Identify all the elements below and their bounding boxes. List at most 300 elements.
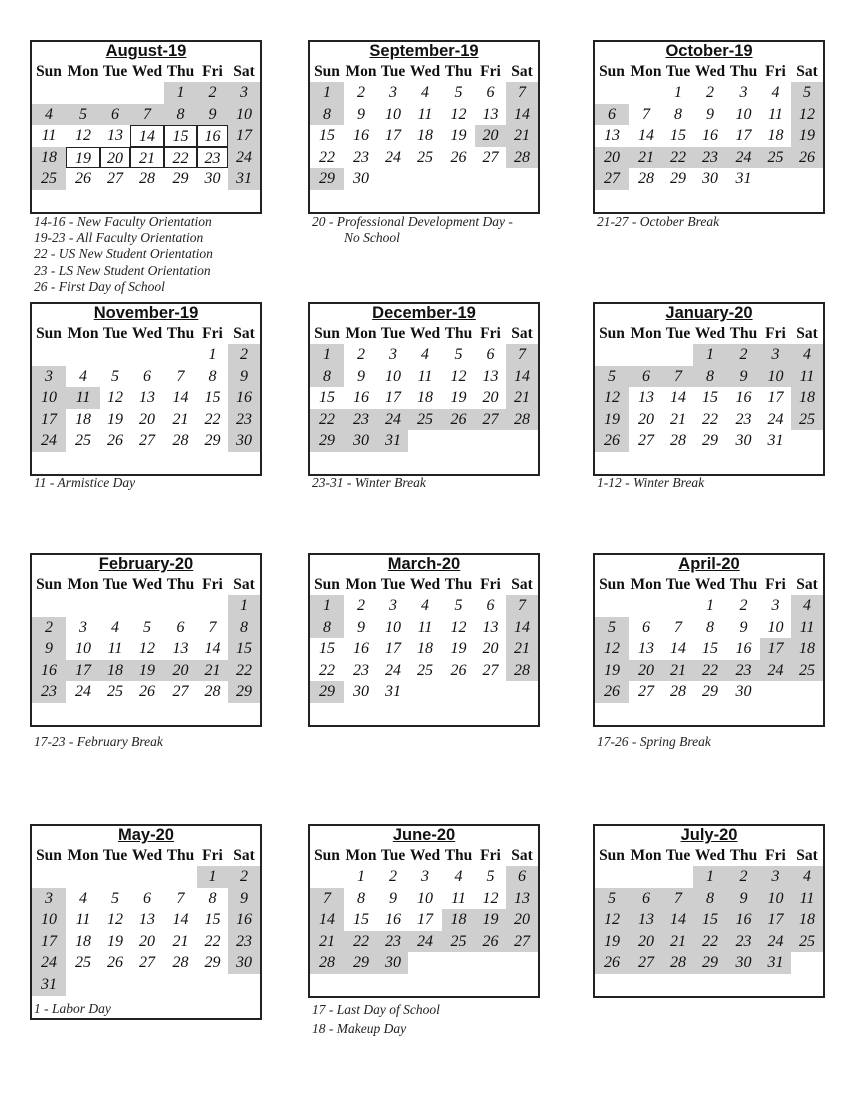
day-cell: 25 — [791, 660, 823, 682]
day-cell: 4 — [454, 868, 463, 885]
day-cell: 3 — [389, 346, 397, 363]
day-cell: 1 — [310, 344, 344, 366]
empty-cell — [791, 681, 823, 703]
day-cell: 16 — [228, 909, 260, 931]
day-cell: 11 — [417, 367, 433, 385]
weekday-header: Wed — [131, 325, 163, 342]
day-cell: 1 — [228, 595, 260, 617]
empty-cell — [408, 681, 442, 703]
empty-cell — [595, 82, 629, 104]
notes-november-19 — [34, 475, 135, 491]
day-cell: 20 — [506, 909, 538, 931]
day-cell: 1 — [164, 82, 197, 104]
day-cell: 23 — [735, 410, 752, 428]
notes-august-19 — [34, 214, 213, 295]
day-cell: 1 — [208, 346, 217, 363]
note: 11 - Armistice Day — [34, 475, 136, 490]
day-cell: 25 — [442, 931, 475, 953]
notes-june-20 — [312, 1001, 440, 1038]
day-cell: 13 — [172, 640, 189, 658]
day-cell: 1 — [357, 868, 365, 885]
day-cell: 27 — [475, 409, 506, 431]
day-cell: 30 — [353, 170, 369, 188]
day-cell: 19 — [595, 660, 629, 682]
empty-cell — [663, 595, 693, 617]
day-cell: 4 — [791, 344, 823, 366]
weekday-header: Mon — [345, 576, 377, 593]
day-cell: 26 — [595, 681, 629, 703]
day-cell: 12 — [107, 911, 123, 929]
month-title: March-20 — [387, 555, 461, 573]
empty-cell — [130, 595, 164, 617]
day-cell: 21 — [310, 931, 344, 953]
day-cell: 13 — [482, 618, 499, 636]
day-cell: 23 — [344, 409, 378, 431]
weekday-header: Tue — [380, 63, 406, 80]
day-cell: 12 — [450, 105, 467, 123]
day-cell: 21 — [663, 660, 693, 682]
day-cell: 16 — [735, 640, 752, 658]
day-cell: 18 — [442, 909, 475, 931]
day-cell: 22 — [164, 147, 197, 169]
weekday-header: Mon — [630, 576, 662, 593]
note: 23-31 - Winter Break — [312, 475, 426, 490]
day-cell: 29 — [310, 681, 344, 703]
empty-cell — [475, 430, 506, 452]
day-cell: 7 — [176, 889, 185, 907]
day-cell: 5 — [454, 84, 463, 101]
empty-cell — [197, 974, 228, 996]
weekday-header: Tue — [380, 576, 406, 593]
day-cell: 25 — [75, 954, 91, 972]
day-cell: 13 — [638, 640, 654, 658]
day-cell: 7 — [506, 82, 538, 104]
day-cell: 1 — [197, 866, 228, 888]
empty-cell — [100, 595, 130, 617]
note: 17-23 - February Break — [34, 734, 163, 749]
day-cell: 27 — [482, 661, 499, 679]
day-cell: 14 — [172, 911, 189, 929]
day-cell: 21 — [506, 387, 538, 409]
day-cell: 4 — [791, 595, 823, 617]
day-cell: 3 — [228, 82, 260, 104]
day-cell: 21 — [172, 932, 189, 950]
weekday-header: Sun — [314, 325, 340, 342]
day-cell: 29 — [702, 432, 718, 450]
day-cell: 30 — [353, 683, 369, 701]
empty-cell — [164, 344, 197, 366]
weekday-header: Wed — [131, 576, 163, 593]
day-cell: 5 — [486, 868, 495, 885]
day-cell: 18 — [75, 932, 91, 950]
month-title: August-19 — [105, 42, 187, 60]
day-cell: 6 — [629, 888, 663, 910]
day-cell: 29 — [228, 681, 260, 703]
calendar-february-20 — [30, 553, 262, 727]
day-cell: 27 — [629, 952, 663, 974]
empty-cell — [32, 82, 66, 104]
day-cell: 28 — [670, 432, 686, 450]
day-cell: 2 — [727, 344, 760, 366]
day-cell: 16 — [727, 909, 760, 931]
day-cell: 24 — [385, 661, 401, 679]
day-cell: 18 — [75, 410, 91, 428]
day-cell: 24 — [32, 952, 66, 974]
day-cell: 18 — [417, 389, 433, 407]
day-cell: 31 — [32, 974, 66, 996]
note: 14-16 - New Faculty Orientation — [34, 214, 212, 229]
day-cell: 14 — [310, 909, 344, 931]
month-grid — [595, 323, 823, 452]
day-cell: 10 — [32, 909, 66, 931]
day-cell: 28 — [663, 952, 693, 974]
calendar-april-20 — [593, 553, 825, 727]
weekday-header: Sat — [511, 63, 533, 80]
day-cell: 30 — [727, 952, 760, 974]
month-bottom-space — [310, 703, 538, 725]
day-cell: 26 — [75, 170, 91, 188]
day-cell: 2 — [357, 597, 365, 614]
day-cell: 29 — [693, 952, 727, 974]
day-cell: 11 — [791, 617, 823, 639]
day-cell: 9 — [228, 888, 260, 910]
weekday-header: Wed — [409, 325, 441, 342]
month-bottom-space — [595, 190, 823, 212]
weekday-header: Tue — [665, 576, 691, 593]
day-cell: 24 — [385, 148, 401, 166]
day-cell: 22 — [228, 660, 260, 682]
day-cell: 26 — [107, 432, 123, 450]
day-cell: 4 — [79, 889, 87, 907]
day-cell: 31 — [760, 952, 791, 974]
day-cell: 19 — [450, 640, 467, 658]
day-cell: 9 — [706, 105, 714, 123]
weekday-header: Tue — [102, 576, 128, 593]
day-cell: 17 — [385, 640, 401, 658]
weekday-header: Mon — [345, 63, 377, 80]
empty-cell — [595, 866, 629, 888]
day-cell: 3 — [421, 868, 429, 885]
notes-april-20 — [597, 734, 711, 750]
day-cell: 17 — [66, 660, 100, 682]
day-cell: 4 — [791, 866, 823, 888]
weekday-header: Sat — [511, 325, 533, 342]
day-cell: 27 — [107, 170, 123, 188]
day-cell: 23 — [228, 409, 260, 431]
day-cell: 25 — [791, 409, 823, 431]
day-cell: 22 — [344, 931, 378, 953]
day-cell: 10 — [385, 618, 401, 636]
empty-cell — [100, 344, 130, 366]
empty-cell — [130, 866, 164, 888]
weekday-header: Mon — [67, 576, 99, 593]
day-cell: 3 — [760, 866, 791, 888]
day-cell: 12 — [450, 618, 467, 636]
weekday-header: Mon — [630, 325, 662, 342]
day-cell: 17 — [760, 638, 791, 660]
empty-cell — [378, 168, 408, 190]
day-cell: 9 — [32, 638, 66, 660]
empty-cell — [66, 82, 100, 104]
empty-cell — [100, 82, 130, 104]
day-cell: 4 — [421, 84, 429, 101]
weekday-header: Fri — [765, 63, 786, 80]
day-cell: 4 — [421, 597, 429, 614]
weekday-header: Tue — [102, 325, 128, 342]
day-cell: 4 — [32, 104, 66, 126]
day-cell: 4 — [111, 618, 119, 636]
month-bottom-space — [595, 452, 823, 474]
empty-cell — [228, 974, 260, 996]
empty-cell — [595, 595, 629, 617]
weekday-header: Sun — [314, 576, 340, 593]
day-cell: 10 — [75, 640, 91, 658]
day-cell: 2 — [727, 866, 760, 888]
weekday-header: Mon — [345, 847, 377, 864]
weekday-header: Sun — [36, 63, 62, 80]
day-cell: 26 — [450, 661, 467, 679]
weekday-header: Sat — [511, 576, 533, 593]
day-cell: 30 — [378, 952, 408, 974]
day-cell: 15 — [204, 911, 221, 929]
day-cell: 9 — [389, 889, 397, 907]
note: 18 - Makeup Day — [312, 1020, 407, 1036]
day-cell: 19 — [107, 410, 123, 428]
weekday-header: Sat — [233, 63, 255, 80]
day-cell: 13 — [629, 909, 663, 931]
note: No School — [344, 230, 400, 246]
day-cell: 3 — [389, 597, 397, 614]
weekday-header: Thu — [729, 63, 758, 80]
day-cell: 25 — [408, 409, 442, 431]
day-cell: 18 — [100, 660, 130, 682]
day-cell: 5 — [111, 367, 119, 385]
day-cell: 27 — [638, 432, 654, 450]
day-cell: 11 — [107, 640, 123, 658]
day-cell: 17 — [767, 389, 784, 407]
day-cell: 23 — [32, 681, 66, 703]
day-cell: 19 — [475, 909, 506, 931]
empty-cell — [442, 952, 475, 974]
empty-cell — [130, 974, 164, 996]
day-cell: 29 — [344, 952, 378, 974]
empty-cell — [629, 595, 663, 617]
day-cell: 11 — [417, 105, 433, 123]
day-cell: 26 — [442, 409, 475, 431]
weekday-header: Tue — [665, 847, 691, 864]
day-cell: 10 — [228, 104, 260, 126]
day-cell: 26 — [107, 954, 123, 972]
empty-cell — [663, 344, 693, 366]
day-cell: 12 — [482, 889, 499, 907]
empty-cell — [310, 866, 344, 888]
empty-cell — [663, 866, 693, 888]
day-cell: 12 — [450, 367, 467, 385]
day-cell: 24 — [760, 660, 791, 682]
day-cell: 8 — [693, 366, 727, 388]
day-cell: 16 — [353, 127, 369, 145]
notes-may-20 — [34, 1001, 111, 1017]
day-cell: 18 — [417, 640, 433, 658]
day-cell: 30 — [702, 170, 718, 188]
day-cell: 22 — [702, 410, 718, 428]
day-cell: 25 — [107, 683, 123, 701]
weekday-header: Sun — [314, 63, 340, 80]
empty-cell — [506, 430, 538, 452]
day-cell: 23 — [353, 661, 369, 679]
day-cell: 10 — [760, 366, 791, 388]
day-cell: 11 — [75, 911, 91, 929]
day-cell: 6 — [143, 889, 151, 907]
day-cell: 28 — [670, 683, 686, 701]
day-cell: 20 — [100, 147, 130, 169]
weekday-header: Wed — [694, 847, 726, 864]
day-cell: 5 — [111, 889, 119, 907]
note: 1-12 - Winter Break — [597, 475, 705, 490]
day-cell: 22 — [693, 660, 727, 682]
month-bottom-space — [595, 974, 823, 996]
note: 26 - First Day of School — [34, 278, 165, 294]
month-title: November-19 — [93, 304, 199, 322]
empty-cell — [475, 952, 506, 974]
day-cell: 11 — [768, 105, 783, 123]
day-cell: 1 — [693, 344, 727, 366]
day-cell: 26 — [450, 148, 467, 166]
weekday-header: Sat — [796, 63, 818, 80]
weekday-header: Tue — [380, 325, 406, 342]
weekday-header: Sat — [796, 847, 818, 864]
month-grid — [32, 323, 260, 452]
day-cell: 17 — [32, 409, 66, 431]
day-cell: 16 — [735, 389, 752, 407]
day-cell: 20 — [638, 410, 654, 428]
weekday-header: Sat — [233, 325, 255, 342]
calendar-july-20 — [593, 824, 825, 998]
day-cell: 11 — [791, 888, 823, 910]
note: 20 - Professional Development Day - — [312, 214, 513, 229]
day-cell: 9 — [739, 618, 748, 636]
day-cell: 26 — [791, 147, 823, 169]
day-cell: 6 — [486, 346, 495, 363]
day-cell: 23 — [378, 931, 408, 953]
day-cell: 7 — [663, 366, 693, 388]
day-cell: 11 — [66, 387, 100, 409]
weekday-header: Thu — [729, 576, 758, 593]
month-bottom-space — [32, 190, 260, 212]
empty-cell — [408, 430, 442, 452]
day-cell: 19 — [791, 125, 823, 147]
day-cell: 25 — [417, 661, 433, 679]
day-cell: 8 — [228, 617, 260, 639]
notes-january-20 — [597, 475, 704, 491]
day-cell: 25 — [75, 432, 91, 450]
day-cell: 24 — [75, 683, 91, 701]
day-cell: 27 — [172, 683, 189, 701]
day-cell: 8 — [674, 105, 682, 123]
day-cell: 12 — [107, 389, 123, 407]
day-cell: 23 — [727, 931, 760, 953]
day-cell: 21 — [506, 638, 538, 660]
day-cell: 14 — [506, 366, 538, 388]
day-cell: 6 — [506, 866, 538, 888]
day-cell: 18 — [32, 147, 66, 169]
day-cell: 14 — [172, 389, 189, 407]
day-cell: 25 — [791, 931, 823, 953]
day-cell: 16 — [228, 387, 260, 409]
day-cell: 29 — [204, 954, 221, 972]
month-bottom-space — [310, 974, 538, 996]
note: 17-26 - Spring Break — [597, 734, 711, 749]
day-cell: 14 — [670, 640, 686, 658]
weekday-header: Fri — [480, 847, 501, 864]
empty-cell — [442, 168, 475, 190]
day-cell: 8 — [208, 889, 217, 907]
weekday-header: Fri — [765, 576, 786, 593]
weekday-header: Thu — [729, 325, 758, 342]
day-cell: 6 — [486, 597, 495, 614]
day-cell: 27 — [139, 432, 155, 450]
day-cell: 5 — [595, 366, 629, 388]
day-cell: 28 — [172, 954, 189, 972]
day-cell: 15 — [353, 911, 369, 929]
weekday-header: Sat — [233, 576, 255, 593]
day-cell: 7 — [176, 367, 185, 385]
month-grid — [310, 845, 538, 974]
weekday-header: Sun — [599, 63, 625, 80]
month-title: September-19 — [369, 42, 479, 60]
day-cell: 5 — [143, 618, 151, 636]
month-grid — [32, 61, 260, 190]
notes-december-19 — [312, 475, 426, 491]
day-cell: 26 — [595, 430, 629, 452]
day-cell: 5 — [454, 346, 463, 363]
day-cell: 29 — [310, 430, 344, 452]
weekday-header: Sun — [599, 847, 625, 864]
empty-cell — [760, 168, 791, 190]
day-cell: 16 — [702, 127, 718, 145]
day-cell: 22 — [663, 147, 693, 169]
day-cell: 1 — [310, 82, 344, 104]
day-cell: 20 — [139, 932, 155, 950]
weekday-header: Wed — [409, 847, 441, 864]
day-cell: 28 — [310, 952, 344, 974]
day-cell: 15 — [693, 909, 727, 931]
empty-cell — [442, 681, 475, 703]
day-cell: 29 — [670, 170, 686, 188]
day-cell: 9 — [228, 366, 260, 388]
day-cell: 18 — [417, 127, 433, 145]
empty-cell — [164, 595, 197, 617]
calendar-march-20 — [308, 553, 540, 727]
day-cell: 5 — [595, 888, 629, 910]
weekday-header: Fri — [202, 847, 223, 864]
day-cell: 1 — [706, 597, 714, 614]
empty-cell — [506, 168, 538, 190]
day-cell: 7 — [674, 618, 682, 636]
empty-cell — [506, 952, 538, 974]
weekday-header: Sat — [796, 576, 818, 593]
weekday-header: Sat — [511, 847, 533, 864]
weekday-header: Fri — [202, 63, 223, 80]
calendar-may-20 — [30, 824, 262, 1020]
day-cell: 3 — [771, 597, 780, 614]
weekday-header: Wed — [694, 325, 726, 342]
day-cell: 9 — [357, 105, 365, 123]
day-cell: 24 — [760, 931, 791, 953]
day-cell: 26 — [139, 683, 155, 701]
day-cell: 23 — [727, 660, 760, 682]
day-cell: 13 — [604, 127, 620, 145]
